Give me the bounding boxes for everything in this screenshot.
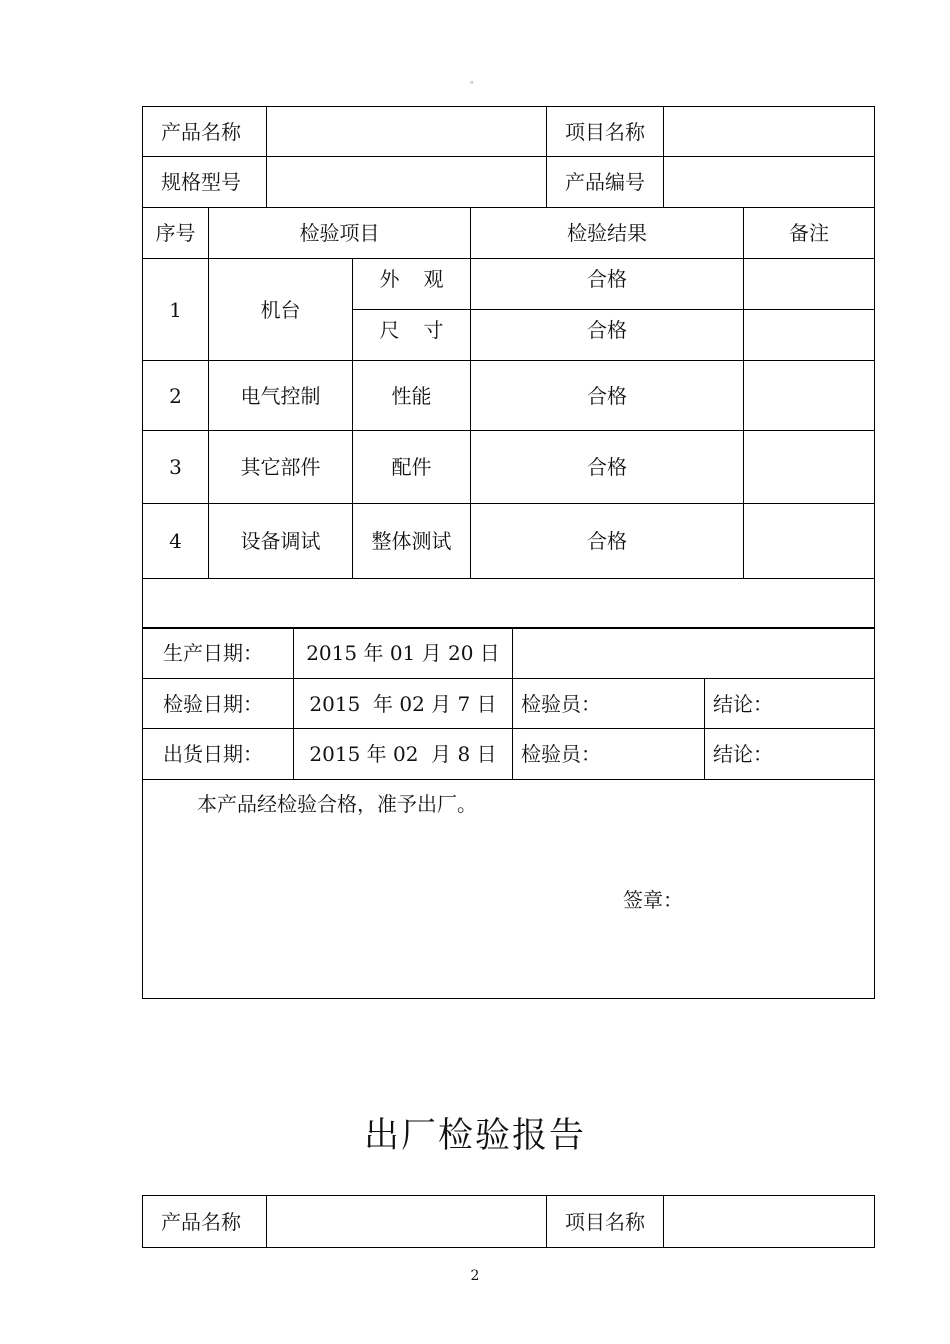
row-result: 合格	[471, 431, 744, 504]
product-info-table-2	[142, 1195, 875, 1248]
shipment-date-label: 出货日期：	[143, 729, 294, 780]
remark-box	[143, 780, 875, 999]
inspection-date-label: 检验日期：	[143, 679, 294, 729]
row-item: 外观	[353, 259, 471, 310]
conclusion-label: 结论：	[705, 729, 875, 780]
project-name-label: 项目名称	[547, 107, 664, 157]
signature-label: 签章：	[623, 888, 683, 912]
dates-table	[142, 627, 875, 999]
shipment-date-value: 2015 年 02 月 8 日	[294, 729, 513, 780]
row-result: 合格	[471, 310, 744, 361]
inspector-label: 检验员：	[513, 729, 705, 780]
row-seq: 1	[143, 259, 209, 361]
project-name-value[interactable]	[664, 1196, 875, 1248]
row-group: 其它部件	[209, 431, 353, 504]
product-name-value[interactable]	[267, 107, 547, 157]
blank-row	[143, 579, 875, 629]
product-info-table	[142, 106, 875, 208]
col-result-header: 检验结果	[471, 208, 744, 259]
production-date-label: 生产日期：	[143, 628, 294, 679]
production-date-value: 2015 年 01 月 20 日	[294, 628, 513, 679]
inspection-date-value: 2015 年 02 月 7 日	[294, 679, 513, 729]
table-row	[143, 504, 875, 579]
row-remark[interactable]	[744, 431, 875, 504]
table-row	[143, 259, 875, 310]
spec-model-value[interactable]	[267, 157, 547, 208]
row-result: 合格	[471, 259, 744, 310]
page-number: 2	[470, 1268, 480, 1284]
row-seq: 4	[143, 504, 209, 579]
row-remark[interactable]	[744, 361, 875, 431]
col-seq-header: 序号	[143, 208, 209, 259]
table-row	[143, 361, 875, 431]
row-group: 电气控制	[209, 361, 353, 431]
row-item: 配件	[353, 431, 471, 504]
blank-cell[interactable]	[143, 579, 875, 629]
row-group: 设备调试	[209, 504, 353, 579]
header-mark: 。	[470, 75, 480, 86]
product-name-label: 产品名称	[143, 107, 267, 157]
product-name-label: 产品名称	[143, 1196, 267, 1248]
product-no-value[interactable]	[664, 157, 875, 208]
row-remark[interactable]	[744, 504, 875, 579]
inspection-items-table	[142, 207, 875, 629]
row-item: 性能	[353, 361, 471, 431]
product-name-value[interactable]	[267, 1196, 547, 1248]
row-result: 合格	[471, 361, 744, 431]
table-row	[143, 431, 875, 504]
report-title: 出厂检验报告	[363, 1116, 586, 1156]
project-name-label: 项目名称	[547, 1196, 664, 1248]
row-result: 合格	[471, 504, 744, 579]
table-header-row	[143, 208, 875, 259]
conclusion-label: 结论：	[705, 679, 875, 729]
row-remark[interactable]	[744, 310, 875, 361]
row-item: 尺寸	[353, 310, 471, 361]
row-seq: 2	[143, 361, 209, 431]
row-remark[interactable]	[744, 259, 875, 310]
row-seq: 3	[143, 431, 209, 504]
col-remark-header: 备注	[744, 208, 875, 259]
row-item: 整体测试	[353, 504, 471, 579]
product-no-label: 产品编号	[547, 157, 664, 208]
production-blank[interactable]	[513, 628, 875, 679]
spec-model-label: 规格型号	[143, 157, 267, 208]
project-name-value[interactable]	[664, 107, 875, 157]
inspector-label: 检验员：	[513, 679, 705, 729]
col-item-header: 检验项目	[209, 208, 471, 259]
row-group: 机台	[209, 259, 353, 361]
approval-statement: 本产品经检验合格，准予出厂。	[197, 792, 477, 816]
